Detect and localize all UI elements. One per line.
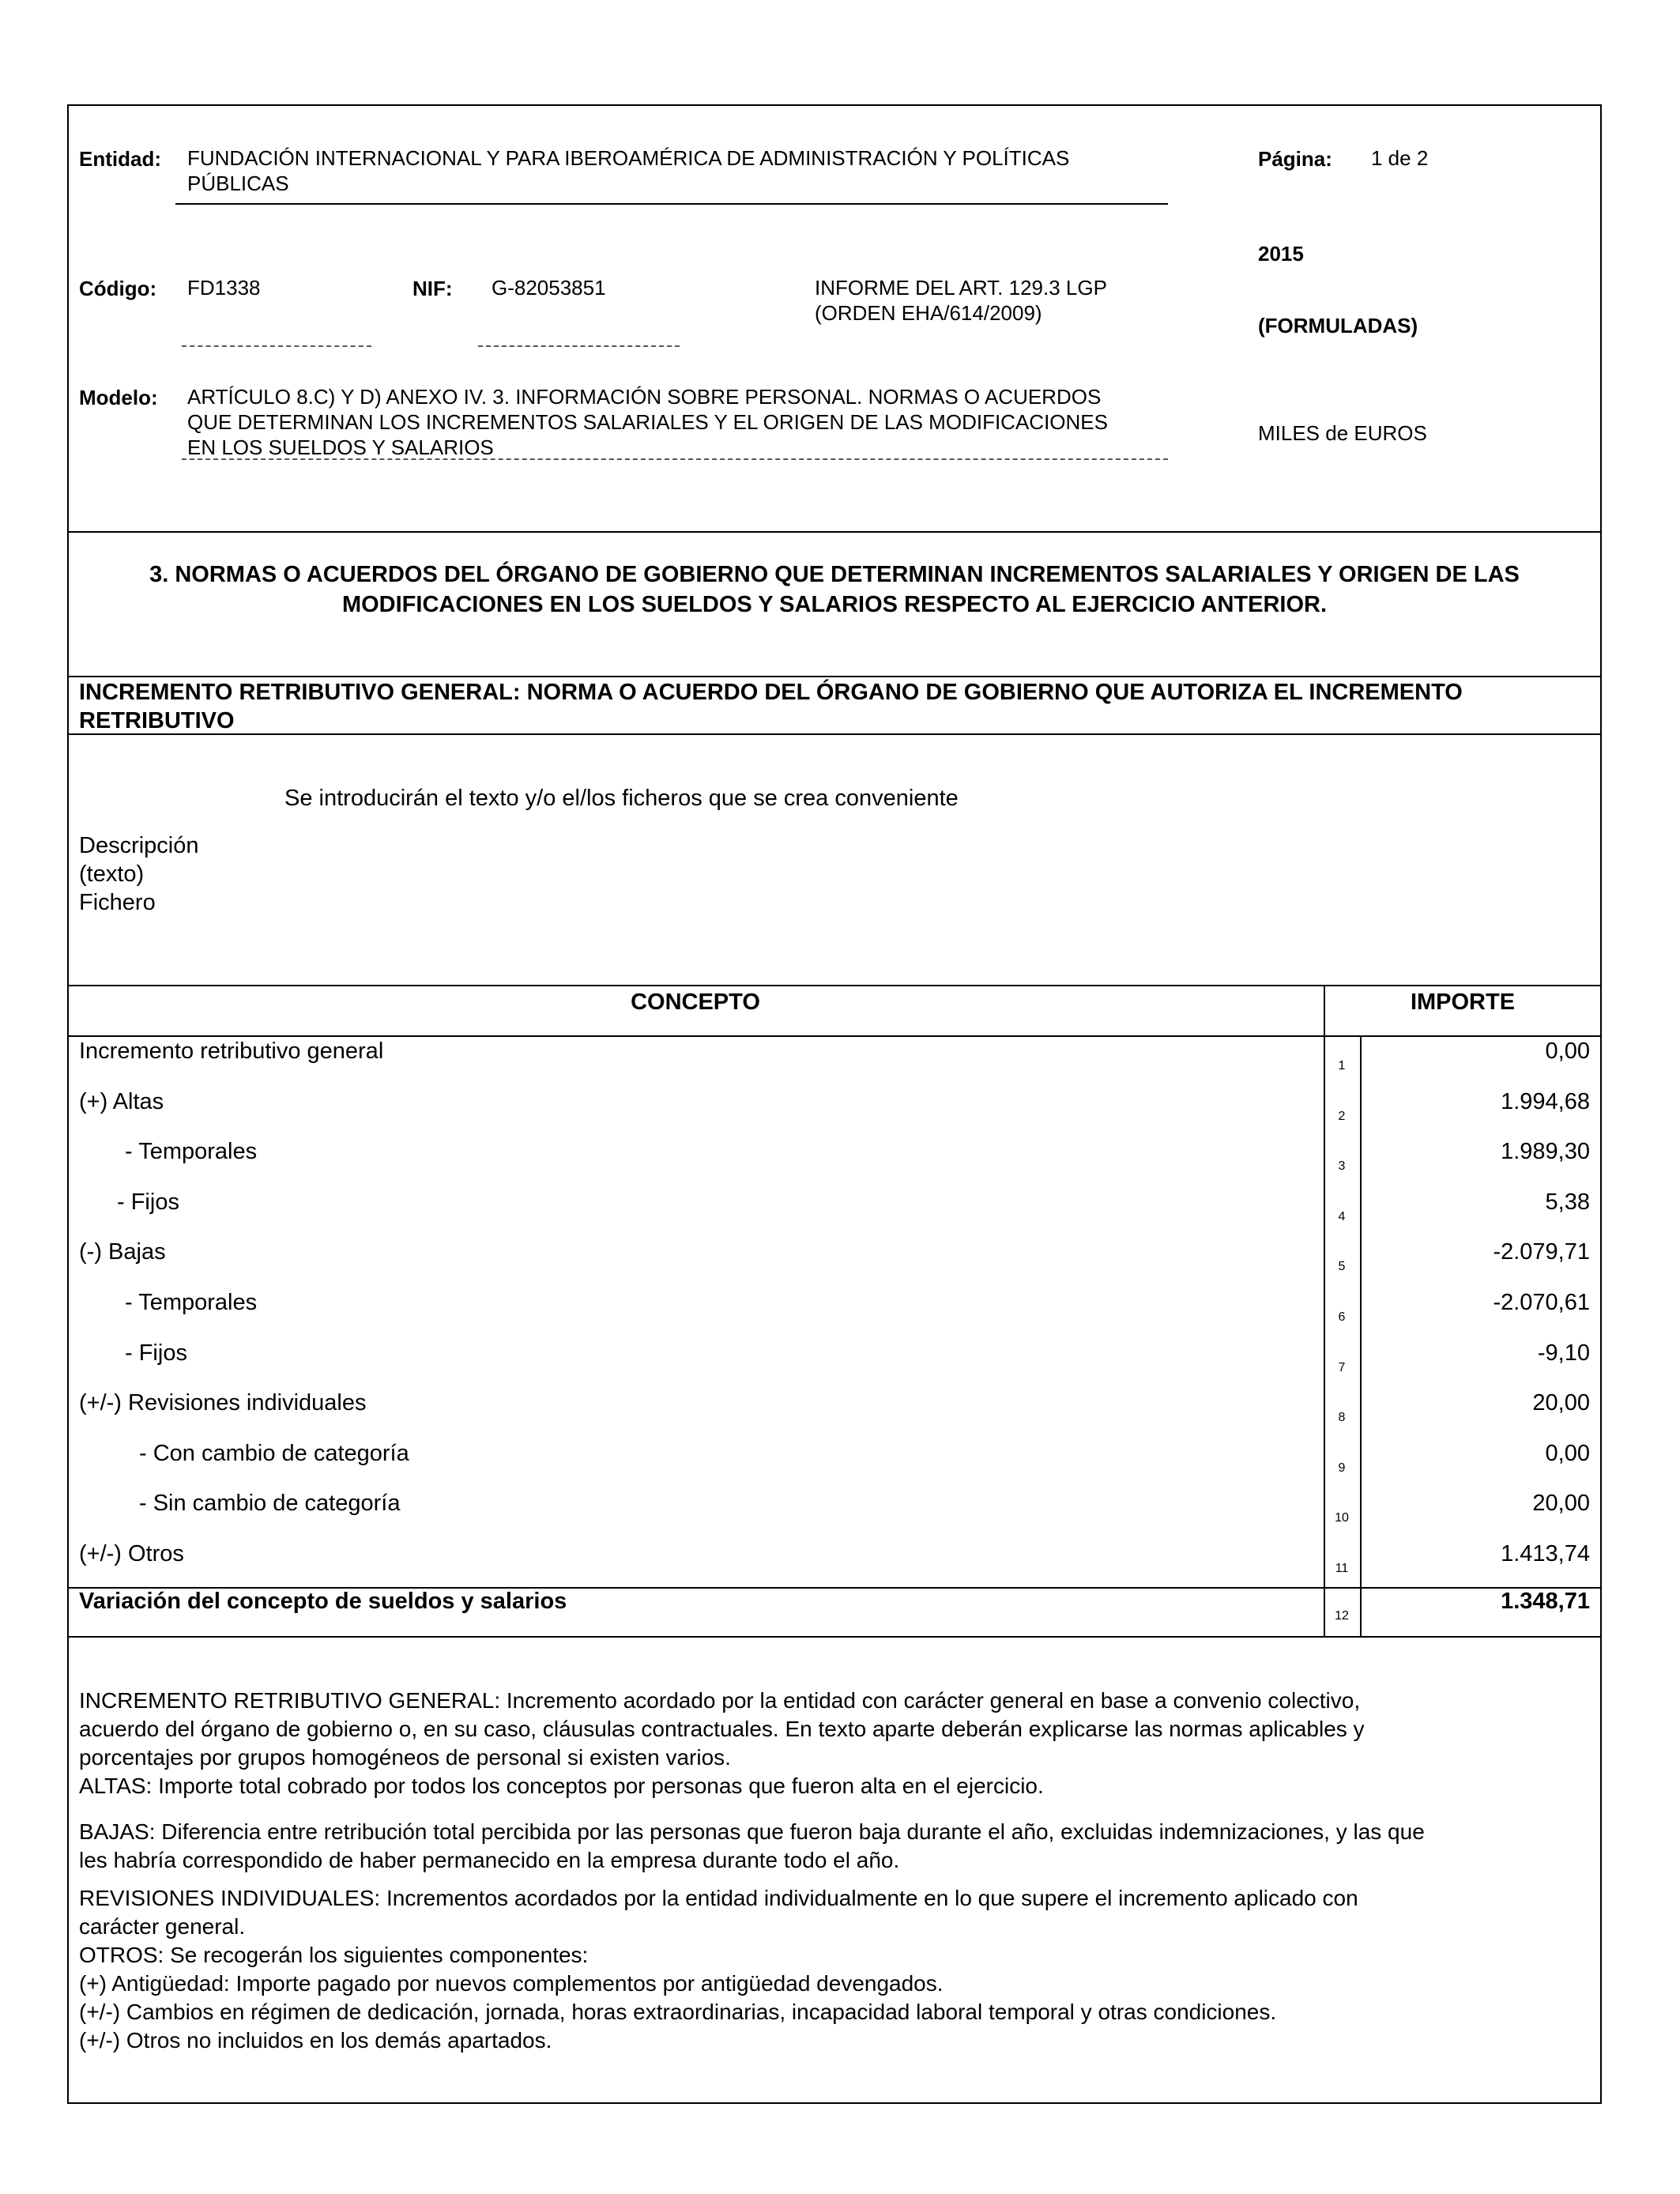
header-divider	[67, 531, 1602, 533]
note-cambios: (+/-) Cambios en régimen de dedicación, jornada, horas extraordinarias, incapacidad laboral temporal y otras condiciones.	[79, 2000, 1277, 2024]
row-label: (+) Altas	[79, 1088, 164, 1114]
num-col-left-border	[1324, 1035, 1325, 1636]
note-incremento-2: acuerdo del órgano de gobierno o, en su caso, cláusulas contractuales. En texto aparte deberán explicarse las normas aplicables y	[79, 1717, 1365, 1741]
informe-line2: (ORDEN EHA/614/2009)	[815, 301, 1042, 325]
section-title-line1: 3. NORMAS O ACUERDOS DEL ÓRGANO DE GOBIERNO QUE DETERMINAN INCREMENTOS SALARIALES Y ORIGEN DE LAS	[149, 562, 1520, 587]
row-amount: 1.994,68	[1501, 1088, 1590, 1114]
row-label: - Con cambio de categoría	[139, 1440, 409, 1466]
entidad-value	[187, 145, 1175, 196]
row-label: - Fijos	[117, 1189, 179, 1215]
pagina-value: 1 de 2	[1371, 146, 1429, 170]
row-number: 4	[1338, 1209, 1346, 1223]
total-amount: 1.348,71	[1501, 1589, 1590, 1614]
pagina-label: Página:	[1258, 147, 1332, 171]
row-label: - Temporales	[125, 1139, 258, 1165]
row-label: - Temporales	[125, 1290, 258, 1315]
row-amount: 0,00	[1545, 1440, 1590, 1466]
row-amount: 20,00	[1532, 1390, 1590, 1416]
row-amount: 5,38	[1545, 1189, 1590, 1215]
incremento-placeholder: Se introducirán el texto y/o el/los ficheros que se crea conveniente	[284, 786, 959, 811]
informe-line1: INFORME DEL ART. 129.3 LGP	[815, 276, 1107, 300]
table-top-border	[67, 985, 1602, 986]
codigo-underline	[182, 345, 371, 347]
row-label: (+/-) Otros	[79, 1541, 184, 1566]
incremento-title	[79, 678, 1580, 735]
fichero-label: Fichero	[79, 890, 156, 915]
note-incremento-1: INCREMENTO RETRIBUTIVO GENERAL: Incremento acordado por la entidad con carácter general en base a convenio colectivo,	[79, 1688, 1361, 1713]
note-antiguedad: (+) Antigüedad: Importe pagado por nuevos complementos por antigüedad devengados.	[79, 1971, 944, 1996]
col-importe-header: IMPORTE	[1410, 990, 1516, 1015]
note-bajas-1: BAJAS: Diferencia entre retribución total percibida por las personas que fueron baja durante el año, excluidas indemnizaciones, y las que	[79, 1819, 1425, 1844]
row-label: - Sin cambio de categoría	[139, 1491, 401, 1517]
modelo-label: Modelo:	[79, 386, 158, 409]
row-number: 2	[1338, 1109, 1346, 1123]
incremento-title-line1: INCREMENTO RETRIBUTIVO GENERAL: NORMA O ACUERDO DEL ÓRGANO DE GOBIERNO QUE AUTORIZA EL INCREMENTO	[79, 680, 1463, 705]
note-revisiones-2: carácter general.	[79, 1914, 246, 1939]
row-amount: 1.989,30	[1501, 1139, 1590, 1165]
row-label: (+/-) Revisiones individuales	[79, 1390, 367, 1416]
row-amount: 1.413,74	[1501, 1541, 1590, 1566]
modelo-line1: ARTÍCULO 8.C) Y D) ANEXO IV. 3. INFORMACIÓN SOBRE PERSONAL. NORMAS O ACUERDOS	[187, 385, 1102, 409]
section-title	[67, 560, 1602, 620]
codigo-value: FD1338	[187, 276, 261, 300]
entidad-value-line1: FUNDACIÓN INTERNACIONAL Y PARA IBEROAMÉRICA DE ADMINISTRACIÓN Y POLÍTICAS	[187, 146, 1070, 170]
note-bajas-2: les habría correspondido de haber permanecido en la empresa durante todo el año.	[79, 1848, 900, 1872]
incremento-divider	[67, 733, 1602, 735]
texto-label: (texto)	[79, 861, 145, 887]
descripcion-label: Descripción	[79, 833, 199, 858]
modelo-line3: EN LOS SUELDOS Y SALARIOS	[187, 435, 494, 459]
row-number: 8	[1338, 1411, 1346, 1425]
entidad-value-line2: PÚBLICAS	[187, 172, 289, 195]
row-amount: -2.079,71	[1493, 1239, 1590, 1265]
modelo-value	[187, 384, 1183, 460]
nif-value: G-82053851	[492, 276, 606, 300]
row-label: Incremento retributivo general	[79, 1039, 384, 1064]
note-revisiones-1: REVISIONES INDIVIDUALES: Incrementos acordados por la entidad individualmente en lo que supere el incremento aplicado con	[79, 1886, 1358, 1910]
nif-label: NIF:	[412, 277, 453, 300]
nif-underline	[478, 345, 680, 347]
codigo-label: Código:	[79, 277, 157, 300]
modelo-underline	[182, 458, 1168, 460]
total-label: Variación del concepto de sueldos y salarios	[79, 1589, 567, 1614]
row-number: 9	[1338, 1461, 1346, 1475]
table-bottom-border	[67, 1636, 1602, 1638]
row-number: 11	[1335, 1562, 1349, 1575]
row-number: 10	[1335, 1511, 1349, 1525]
formuladas-label: (FORMULADAS)	[1258, 314, 1418, 337]
units-label: MILES de EUROS	[1258, 421, 1427, 445]
entidad-label: Entidad:	[79, 147, 161, 171]
report-year: 2015	[1258, 242, 1304, 266]
note-otros-no-incluidos: (+/-) Otros no incluidos en los demás apartados.	[79, 2028, 552, 2053]
row-amount: -2.070,61	[1493, 1290, 1590, 1315]
row-number: 6	[1338, 1310, 1346, 1324]
section-title-line2: MODIFICACIONES EN LOS SUELDOS Y SALARIOS RESPECTO AL EJERCICIO ANTERIOR.	[341, 592, 1328, 617]
col-concepto-header: CONCEPTO	[631, 990, 760, 1015]
note-altas: ALTAS: Importe total cobrado por todos los conceptos por personas que fueron alta en el ejercicio.	[79, 1774, 1044, 1798]
incremento-title-line2: RETRIBUTIVO	[79, 708, 235, 733]
row-number: 3	[1338, 1159, 1346, 1174]
modelo-line2: QUE DETERMINAN LOS INCREMENTOS SALARIALES Y EL ORIGEN DE LAS MODIFICACIONES	[187, 410, 1108, 434]
informe-text	[815, 275, 1210, 326]
row-number: 1	[1338, 1059, 1346, 1072]
descripcion-field[interactable]	[79, 831, 199, 917]
row-amount: -9,10	[1537, 1340, 1590, 1366]
section-divider	[67, 676, 1602, 677]
total-row-number: 12	[1335, 1609, 1349, 1623]
row-number: 5	[1338, 1260, 1346, 1274]
row-number: 7	[1338, 1360, 1346, 1374]
row-amount: 20,00	[1532, 1491, 1590, 1517]
row-amount: 0,00	[1545, 1039, 1590, 1064]
entidad-underline	[175, 203, 1168, 205]
row-label: (-) Bajas	[79, 1239, 166, 1265]
notes-block	[79, 1687, 1592, 2055]
note-incremento-3: porcentajes por grupos homogéneos de personal si existen varios.	[79, 1745, 731, 1770]
row-label: - Fijos	[125, 1340, 187, 1366]
note-otros: OTROS: Se recogerán los siguientes componentes:	[79, 1943, 589, 1967]
